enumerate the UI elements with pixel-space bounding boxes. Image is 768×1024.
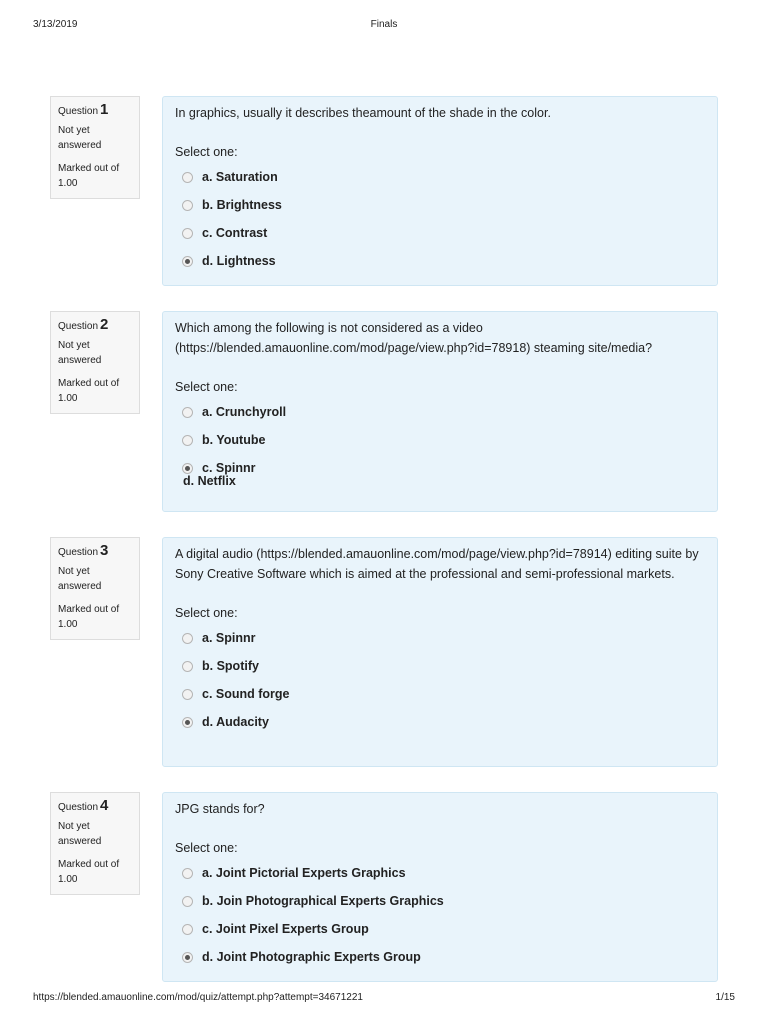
question-num: 2 bbox=[100, 316, 109, 333]
answer-option-c[interactable] bbox=[182, 680, 705, 708]
answer-label: d. Netflix bbox=[183, 474, 236, 488]
answer-option-b[interactable] bbox=[182, 191, 705, 219]
question-number bbox=[58, 318, 132, 334]
question-label: Question bbox=[58, 321, 99, 332]
question-content bbox=[162, 96, 718, 286]
select-prompt: Select one: bbox=[175, 841, 238, 855]
radio-button-selected[interactable] bbox=[182, 463, 193, 474]
question-state: Not yet answered bbox=[58, 821, 102, 847]
question-content bbox=[162, 311, 718, 512]
question-grade: Marked out of 1.00 bbox=[58, 378, 120, 404]
question-info bbox=[50, 792, 140, 895]
answer-label: d. Joint Photographic Experts Group bbox=[202, 950, 421, 964]
radio-button[interactable] bbox=[182, 228, 193, 239]
answer-label: a. Saturation bbox=[202, 170, 278, 184]
question-text: A digital audio (https://blended.amauonline.com/mod/page/view.php?id=78914) editing suite by Sony Creative Software which is aimed at the professional and semi-professional markets. bbox=[175, 547, 699, 581]
radio-button-selected[interactable] bbox=[182, 717, 193, 728]
answer-label: c. Spinnr bbox=[202, 461, 256, 475]
radio-button[interactable] bbox=[182, 661, 193, 672]
question-text: In graphics, usually it describes theamount of the shade in the color. bbox=[175, 106, 551, 120]
answer-label: d. Lightness bbox=[202, 254, 276, 268]
question-info bbox=[50, 537, 140, 640]
question-label: Question bbox=[58, 547, 99, 558]
print-footer-url: https://blended.amauonline.com/mod/quiz/attempt.php?attempt=34671221 bbox=[33, 992, 363, 1003]
answer-option-d[interactable] bbox=[182, 247, 705, 275]
radio-button-selected[interactable] bbox=[182, 952, 193, 963]
answer-list bbox=[163, 161, 717, 285]
answer-label: c. Joint Pixel Experts Group bbox=[202, 922, 369, 936]
radio-button[interactable] bbox=[182, 896, 193, 907]
select-prompt: Select one: bbox=[175, 145, 238, 159]
answer-label: a. Spinnr bbox=[202, 631, 256, 645]
radio-button[interactable] bbox=[182, 435, 193, 446]
answer-option-d[interactable] bbox=[182, 708, 705, 736]
print-title: Finals bbox=[370, 19, 398, 30]
question-content bbox=[162, 792, 718, 982]
print-date: 3/13/2019 bbox=[33, 19, 78, 30]
question-state: Not yet answered bbox=[58, 125, 102, 151]
answer-option-b[interactable] bbox=[182, 426, 705, 454]
question-number bbox=[58, 103, 132, 119]
question-state: Not yet answered bbox=[58, 566, 102, 592]
answer-label: b. Join Photographical Experts Graphics bbox=[202, 894, 444, 908]
answer-option-b[interactable] bbox=[182, 652, 705, 680]
radio-button[interactable] bbox=[182, 407, 193, 418]
answer-list bbox=[163, 857, 717, 981]
radio-button[interactable] bbox=[182, 924, 193, 935]
answer-label: c. Sound forge bbox=[202, 687, 290, 701]
answer-option-d[interactable] bbox=[182, 943, 705, 971]
answer-option-a[interactable] bbox=[182, 859, 705, 887]
answer-option-a[interactable] bbox=[182, 624, 705, 652]
select-prompt: Select one: bbox=[175, 380, 238, 394]
answer-label: d. Audacity bbox=[202, 715, 269, 729]
answer-label: a. Crunchyroll bbox=[202, 405, 287, 419]
question-grade: Marked out of 1.00 bbox=[58, 163, 120, 189]
question-info bbox=[50, 96, 140, 199]
answer-option-d[interactable] bbox=[183, 474, 705, 488]
radio-button[interactable] bbox=[182, 868, 193, 879]
answer-option-a[interactable] bbox=[182, 163, 705, 191]
question-content bbox=[162, 537, 718, 767]
answer-label: a. Joint Pictorial Experts Graphics bbox=[202, 866, 406, 880]
question-number bbox=[58, 544, 132, 560]
question-info bbox=[50, 311, 140, 414]
question-label: Question bbox=[58, 106, 99, 117]
answer-list bbox=[163, 396, 717, 498]
answer-label: b. Youtube bbox=[202, 433, 266, 447]
question-text: Which among the following is not considered as a video (https://blended.amauonline.com/mod/page/view.php?id=78918) steaming site/media? bbox=[175, 321, 653, 355]
radio-button[interactable] bbox=[182, 689, 193, 700]
answer-label: b. Brightness bbox=[202, 198, 282, 212]
question-label: Question bbox=[58, 802, 99, 813]
answer-label: b. Spotify bbox=[202, 659, 259, 673]
answer-option-a[interactable] bbox=[182, 398, 705, 426]
select-prompt: Select one: bbox=[175, 606, 238, 620]
question-num: 4 bbox=[100, 797, 109, 814]
answer-option-b[interactable] bbox=[182, 887, 705, 915]
radio-button-selected[interactable] bbox=[182, 256, 193, 267]
question-grade: Marked out of 1.00 bbox=[58, 859, 120, 885]
radio-button[interactable] bbox=[182, 200, 193, 211]
radio-button[interactable] bbox=[182, 633, 193, 644]
question-grade: Marked out of 1.00 bbox=[58, 604, 120, 630]
question-text: JPG stands for? bbox=[175, 802, 265, 816]
question-num: 3 bbox=[100, 542, 109, 559]
answer-option-c[interactable] bbox=[182, 219, 705, 247]
question-num: 1 bbox=[100, 101, 109, 118]
question-state: Not yet answered bbox=[58, 340, 102, 366]
question-number bbox=[58, 799, 132, 815]
answer-option-c[interactable] bbox=[182, 915, 705, 943]
answer-label: c. Contrast bbox=[202, 226, 268, 240]
answer-list bbox=[163, 622, 717, 746]
radio-button[interactable] bbox=[182, 172, 193, 183]
print-page-number: 1/15 bbox=[715, 992, 735, 1003]
